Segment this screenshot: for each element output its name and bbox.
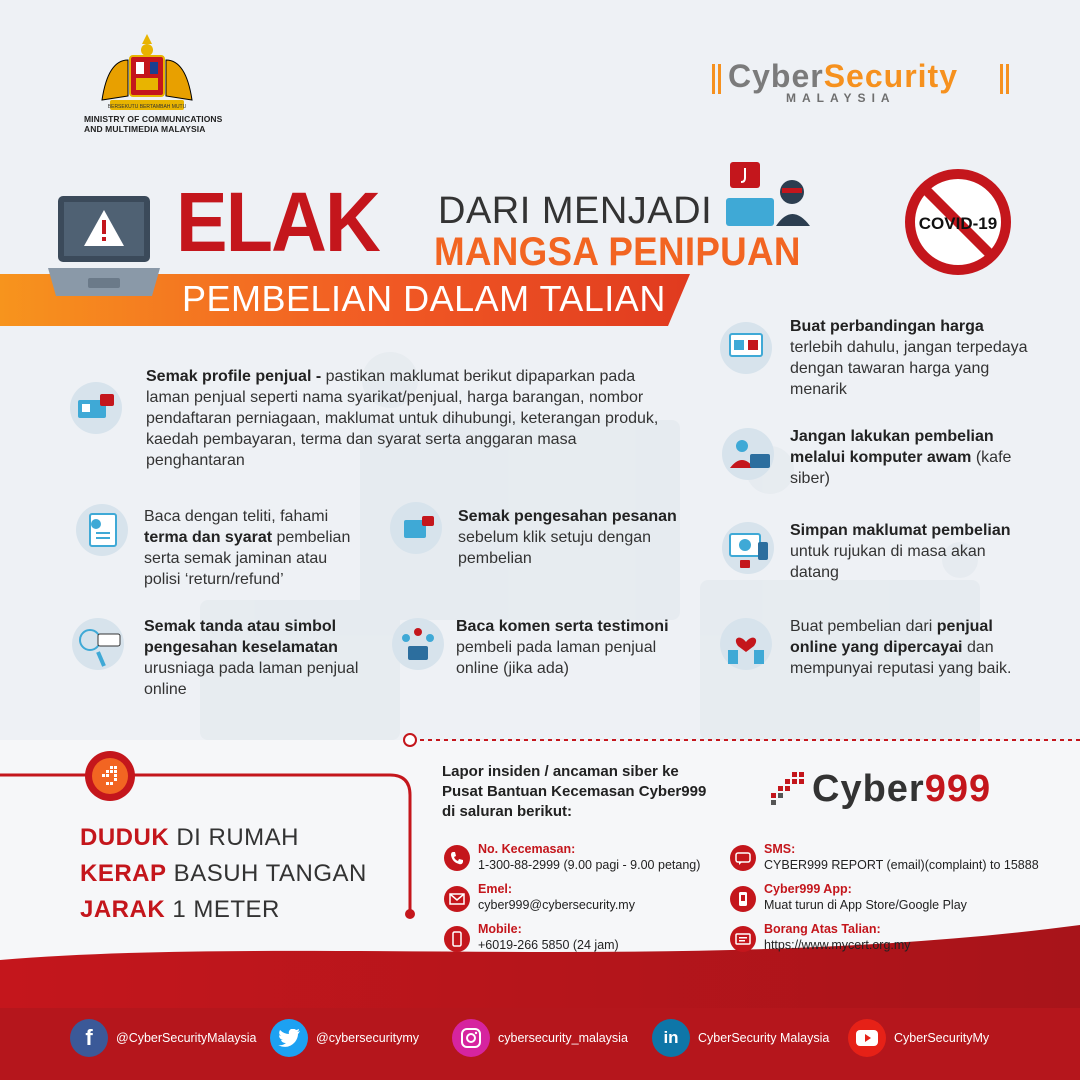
ministry-coat-of-arms-logo xyxy=(92,30,202,118)
stay-safe-line: JARAK 1 METER xyxy=(80,896,280,923)
price-compare-icon xyxy=(720,322,772,374)
social-handle: CyberSecurity Malaysia xyxy=(698,1031,830,1045)
contact-value: cyber999@cybersecurity.my xyxy=(478,898,635,912)
social-handle: @cybersecuritymy xyxy=(316,1031,419,1045)
tip-order-confirmation: Semak pengesahan pesanan sebelum klik setuju dengan pembelian xyxy=(458,508,677,567)
tip-trusted-seller: Buat pembelian dari penjual online yang dipercayai dan mempunyai reputasi yang baik. xyxy=(790,618,1012,677)
trusted-seller-icon xyxy=(720,618,772,670)
title-line-1: DARI MENJADI xyxy=(438,190,713,232)
hacker-phishing-icon xyxy=(726,162,810,226)
cyber999-app-icon xyxy=(84,750,136,802)
social-youtube-link[interactable] xyxy=(848,1019,989,1057)
contact-label: Borang Atas Talian: xyxy=(764,922,881,936)
stay-safe-line: KERAP BASUH TANGAN xyxy=(80,860,367,887)
secure-website-icon xyxy=(72,618,124,670)
social-facebook-link[interactable] xyxy=(70,1019,257,1057)
title-line-2: MANGSA PENIPUAN xyxy=(434,230,801,274)
social-instagram-link[interactable] xyxy=(452,1019,628,1057)
tip-price-compare: Buat perbandingan harga terlebih dahulu, jangan terpedaya dengan tawaran harga yang menarik xyxy=(790,318,1028,398)
contact-value: CYBER999 REPORT (email)(complaint) to 15888 xyxy=(764,858,1039,872)
save-receipt-icon xyxy=(722,522,774,574)
social-handle: cybersecurity_malaysia xyxy=(498,1031,628,1045)
tip-seller-profile: Semak profile penjual - pastikan maklumat berikut dipaparkan pada laman penjual seperti nama syarikat/penjual, harga barangan, nombor pendaftaran perniagaan, maklumat untuk dihubungi, keterangan produk, kaedah pembayaran, terma dan syarat serta anggaran masa penghantaran xyxy=(146,368,659,469)
social-twitter-link[interactable] xyxy=(270,1019,419,1057)
phone-icon xyxy=(444,845,470,871)
facebook-icon: f xyxy=(70,1019,108,1057)
svg-text:BERSEKUTU BERTAMBAH MUTU: BERSEKUTU BERTAMBAH MUTU xyxy=(107,104,187,110)
tip-security-symbol: Semak tanda atau simbol pengesahan keselamatan urusniaga pada laman penjual online xyxy=(144,618,359,698)
reviews-icon xyxy=(392,618,444,670)
order-confirmation-icon xyxy=(390,502,442,554)
stay-safe-line: DUDUK DI RUMAH xyxy=(80,824,300,851)
cyber999-logo: Cyber999 xyxy=(768,766,1048,812)
contact-label: Cyber999 App: xyxy=(764,882,852,896)
contact-value: Muat turun di App Store/Google Play xyxy=(764,898,967,912)
tip-reviews: Baca komen serta testimoni pembeli pada laman penjual online (jika ada) xyxy=(456,618,669,677)
contact-label: No. Kecemasan: xyxy=(478,842,576,856)
social-handle: CyberSecurityMy xyxy=(894,1031,990,1045)
no-covid-sign xyxy=(904,168,1012,276)
ministry-name: MINISTRY OF COMMUNICATIONS AND MULTIMEDIA MALAYSIA xyxy=(84,114,223,134)
contact-value: +6019-266 5850 (24 jam) xyxy=(478,938,619,952)
cybersecurity-malaysia-logo: CyberSecurity MALAYSIA xyxy=(708,58,1018,110)
terms-document-icon xyxy=(76,504,128,556)
contact-label: Emel: xyxy=(478,882,513,896)
form-icon xyxy=(730,926,756,952)
social-handle: @CyberSecurityMalaysia xyxy=(116,1031,257,1045)
contact-value: 1-300-88-2999 (9.00 pagi - 9.00 petang) xyxy=(478,858,701,872)
seller-profile-icon xyxy=(70,382,122,434)
tip-terms: Baca dengan teliti, fahami terma dan syarat pembelian serta semak jaminan atau polisi ‘return/refund’ xyxy=(144,508,351,588)
sms-icon xyxy=(730,845,756,871)
public-computer-icon xyxy=(722,428,774,480)
report-heading: Lapor insiden / ancaman siber ke Pusat Bantuan Kecemasan Cyber999 di saluran berikut: xyxy=(442,763,707,820)
social-linkedin-link[interactable] xyxy=(652,1019,829,1057)
email-icon xyxy=(444,886,470,912)
tip-save-receipt: Simpan maklumat pembelian untuk rujukan di masa akan datang xyxy=(790,522,1011,581)
title-elak: ELAK xyxy=(176,175,380,269)
laptop-warning-icon xyxy=(48,196,164,306)
twitter-icon xyxy=(270,1019,308,1057)
mobile-icon xyxy=(444,926,470,952)
tip-public-computer: Jangan lakukan pembelian melalui komputer awam (kafe siber) xyxy=(790,428,1012,487)
stay-safe-list xyxy=(80,820,367,928)
contact-value: https://www.mycert.org.my xyxy=(764,938,911,952)
title-banner-text: PEMBELIAN DALAM TALIAN xyxy=(182,278,666,319)
app-icon xyxy=(730,886,756,912)
contact-label: Mobile: xyxy=(478,922,522,936)
contact-label: SMS: xyxy=(764,842,796,856)
svg-text:COVID-19: COVID-19 xyxy=(918,214,998,233)
linkedin-icon: in xyxy=(652,1019,690,1057)
youtube-icon xyxy=(848,1019,886,1057)
instagram-icon xyxy=(452,1019,490,1057)
